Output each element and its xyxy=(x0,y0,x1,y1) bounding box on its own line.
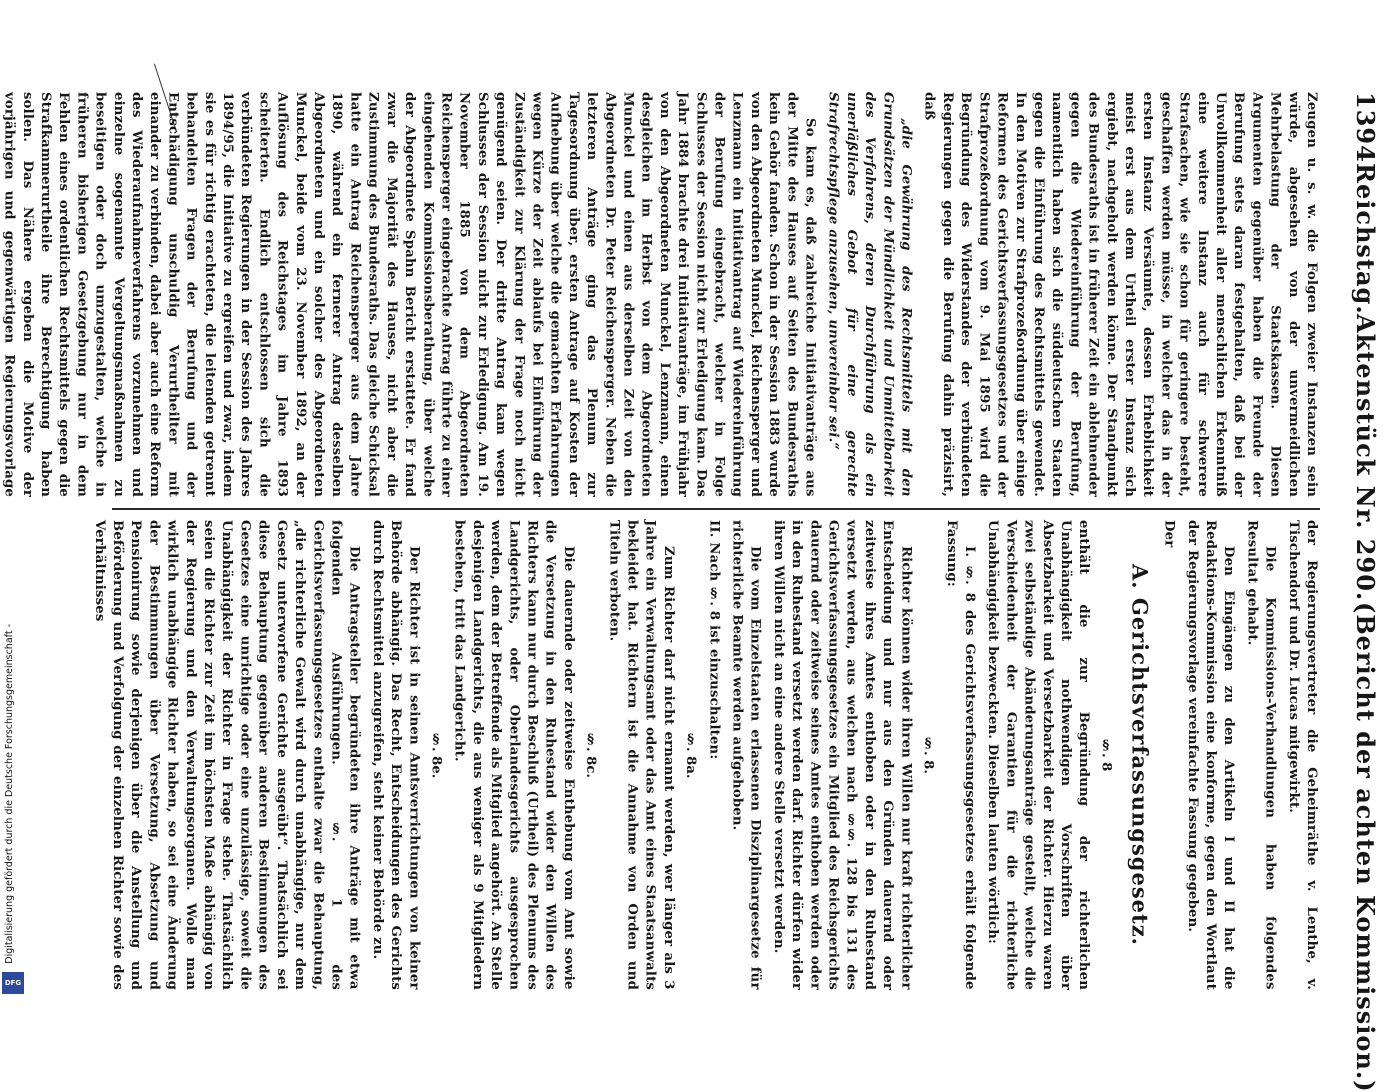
amendment-2: II. Nach §. 8 ist einzuschalten: xyxy=(706,520,722,760)
quote1-text: Richter können wider ihren Willen nur kraft richterlicher Entscheidung und nur aus den Gründen dauernd oder zeitweise ihres Amtes enthoben oder in den Ruhestand versetzt werden, aus welchen nach §§. 128 bis 131 des Gerichtsverfassungsgesetzes ein Mitglied des Reichsgerichts dauernd oder zeitweise seines Amtes enthoben werden oder in den Ruhestand versetzt werden darf. Richter dürfen wider ihren Willen nicht an eine andere Stelle versetzt werden. xyxy=(770,520,914,990)
quote3-text: Die dauernde oder zeitweise Enthebung vom Amt sowie die Versetzung in den Ruhestand wider den Willen des Richters kann nur durch Beschluß (Urtheil) des Plenums des Landgerichts, oder Oberlandesgerichts ausgesprochen werden, dem der Betreffende als Mitglied angehört. An Stelle desjenigen Landgerichts, die aus weniger als 9 Mitgliedern bestehen, tritt das Landgericht. xyxy=(451,520,576,990)
digitization-credit: Digitalisierung gefördert durch die Deutsche Forschungsgemeinschaft - xyxy=(4,624,15,964)
right-column-body xyxy=(91,520,1320,990)
right-intro-1: der Regierungsvertreter die Geheimräthe v. Lenthe, v. Tischendorf und Dr. Lucas mitgewirkt. xyxy=(1285,520,1319,990)
quote2-text: Zum Richter darf nicht ernannt werden, wer länger als 3 Jahre ein Verwaltungsamt oder das Amt eines Staatsanwalts bekleidet hat. Richtern ist die Annahme von Orden und Titeln verboten. xyxy=(606,520,676,990)
running-head-strip xyxy=(1320,0,1380,1092)
dfg-logo xyxy=(2,972,24,994)
left-para-1: Zeugen u. s. w. die Folgen zweier Instanzen sein würde, abgesehen von der unvermeidlichen Mehrbelastung der Staatskassen. Diesen Argumenten gegenüber haben die Freunde der Berufung stets daran festgehalten, daß bei der Unvollkommenheit aller menschlichen Erkenntniß eine weitere Instanz auch für schwerere Strafsachen, wie sie schon für geringere besteht, geschaffen werden müsse, in welcher das in der ersten Instanz Versäumte, dessen Erheblichkeit meist erst aus dem Urtheil erster Instanz sich ergiebt, nachgeholt werden könne. Der Standpunkt des Bundesraths ist in früherer Zeit ein ablehnender gegen die Wiedereinführung der Berufung, namentlich haben sich die süddeutschen Staaten gegen die Einführung des Rechtsmittels gewendet. In den Motiven zur Strafprozeßordnung über einige Reformen des Gerichtsverfassungsgesetzes und der Strafprozeßordnung vom 9. Mai 1895 wird die Begründung des Widerstandes der verbündeten Regierungen gegen die Berufung dahin präzisirt, daß xyxy=(921,92,1319,497)
right-intro-2: Die Kommissions-Verhandlungen haben folgendes Resultat gehabt. xyxy=(1244,520,1278,990)
quote4-text: Der Richter ist in seinen Amtsverrichtungen von keiner Behörde abhängig. Das Recht, Entscheidungen des Gerichts durch Rechtsmittel anzugreifen, steht keiner Behörde zu. xyxy=(369,520,422,990)
amendment-1: I. §. 8 des Gerichtsverfassungsgesetzes erhält folgende Fassung: xyxy=(943,520,977,990)
paragraph-mark-8: §. 8 xyxy=(1098,738,1114,772)
quote4-mark: §. 8e. xyxy=(428,731,444,779)
right-column xyxy=(91,0,1320,1000)
left-para-3: So kam es, daß zahlreiche Initiativanträge aus der Mitte des Hauses auf Seiten des Bundesraths kein Gehör fanden. Schon in der Session 1883 wurde von den Abgeordneten Munckel, Reichensperger und Lenzmann ein Initiativantrag auf Wiedereinführung der Berufung eingebracht, welcher in Folge Schlusses der Session nicht zur Erledigung kam. Das Jahr 1884 brachte drei Initiativanträge, im Frühjahr von den Abgeordneten Munckel, Lenzmann, einen desgleichen im Herbst von dem Abgeordneten Munckel und einen aus derselben Zeit von den Abgeordneten Dr. Peter Reichensperger. Neben die letzteren Anträge ging das Plenum zur Tagesordnung über, ersten Antrage auf Kosten der Aufhebung über welche die gemachten Erfahrungen wegen Kürze der Zeit ablaufs bei Einführung der Zuständigkeit zur Klärung der Frage noch nicht genügend seien. Der dritte Antrag kam wegen Schlusses der Session nicht zur Erledigung. Am 19. November 1885 von dem Abgeordneten Reichensperger eingebrachte Antrag führte zu einer eingehenden Kommissionsberathung, über welche der Abgeordnete Spahn Bericht erstattete. Er fand zwar die Majorität des Hauses, nicht aber die Zustimmung des Bundesraths. Das gleiche Schicksal hatte ein Antrag Reichensperger aus dem Jahre 1890, während ein fernerer Antrag desselben Abgeordneten und ein solcher des Abgeordneten Munckel, beide vom 23. November 1892, an der Auflösung des Reichstages im Jahre 1893 scheiterten. Endlich entschlossen sich die verbündeten Regierungen in der Session des Jahres 1894/95, die Initiative zu ergreifen und zwar, indem sie es für richtig erachteten, die leitenden getrennt behandelten Fragen der Berufung und der Entschädigung unschuldig Verurtheilter mit einander zu verbinden, dabei aber auch eine Reform des Wiederaufnahmeverfahrens vorzunehmen und einzelne sogenannte Vergeltungsmaßnahmen zu beseitigen oder doch umzugestalten, welche in früheren bisherigen Gesetzgebung nur in dem Fehlen eines ordentlichen Rechtsmittels gegen die Strafkammerurtheile ihre Berechtigung haben sollen. Das Nähere ergeben die Motive der vorjährigen und gegenwärtigen Regierungsvorlage xyxy=(1,92,818,497)
quote1b-text: Die vom Einzelstaaten erlassenen Disziplinargesetze für richterliche Beamte werden aufgehoben. xyxy=(729,520,763,990)
publication-title: Reichstag. xyxy=(1351,162,1380,315)
section-prefix: Der xyxy=(1161,520,1177,548)
quote3-mark: §. 8c. xyxy=(583,732,599,778)
final-paragraph: Die Antragsteller begründeten ihre Anträge mit etwa folgenden Ausführungen. §. 1 des Gerichtsverfassungsgesetzes enthalte zwar die Behauptung, „die richterliche Gewalt wird durch unabhängige, nur dem Gesetz unterworfene Gerichte ausgeübt“. Thatsächlich sei diese Behauptung gegenüber anderen Bestimmungen des Gesetzes eine unrichtige oder eine unzulässige, soweit die Unabhängigkeit der Richter in Frage stehe. Thatsächlich seien die Richter zur Zeit im höchsten Maße abhängig von der Regierung und den Verwaltungsorganen. Wolle man wirklich unabhängige Richter haben, so sei eine Änderung der Bestimmungen über Versetzung, Absetzung und Pensionirung sowie derjenigen über die Anstellung und Beförderung und Verfolgung der einzelnen Richter sowie des Verhältnisses xyxy=(91,520,362,990)
quote2-mark: §. 8a. xyxy=(683,731,699,779)
section-heading: A. Gerichtsverfassungsgesetz. xyxy=(1127,564,1153,946)
para-8-text: enthält die zur Begründung der richterlichen Unabhängigkeit nothwendigen Vorschriften über Absetzbarkeit und Versetzbarkeit der Richter. Hierzu waren zwei selbständige Abänderungsanträge gestellt, welche die Verschiedenheit der Garantien für die richterliche Unabhängigkeit bezweckten. Dieselben lauten wörtlich: xyxy=(985,520,1092,990)
left-para-2: „die Gewährung des Rechtsmittels mit den Grundsätzen der Mündlichkeit und Unmittelbarkeit des Verfahrens, deren Durchführung als ein unerläßliches Gebot für eine gerechte Strafrechtspflege anzusehen, unvereinbar sei.“ xyxy=(825,92,914,497)
dfg-logo-text: DFG xyxy=(4,979,22,987)
quote1-mark: §. 8. xyxy=(920,736,936,774)
attachment-number: Aktenstück Nr. 290. xyxy=(1351,314,1380,602)
report-title: (Bericht der achten Kommission.) xyxy=(1351,601,1380,1092)
right-intro-3: Den Eingängen zu den Artikeln I und II hat die Redaktions-Kommission eine konforme, gegen den Wortlaut der Regierungsvorlage vereinfachte Fassung gegeben. xyxy=(1184,520,1237,990)
page-number: 1394 xyxy=(1351,92,1380,163)
